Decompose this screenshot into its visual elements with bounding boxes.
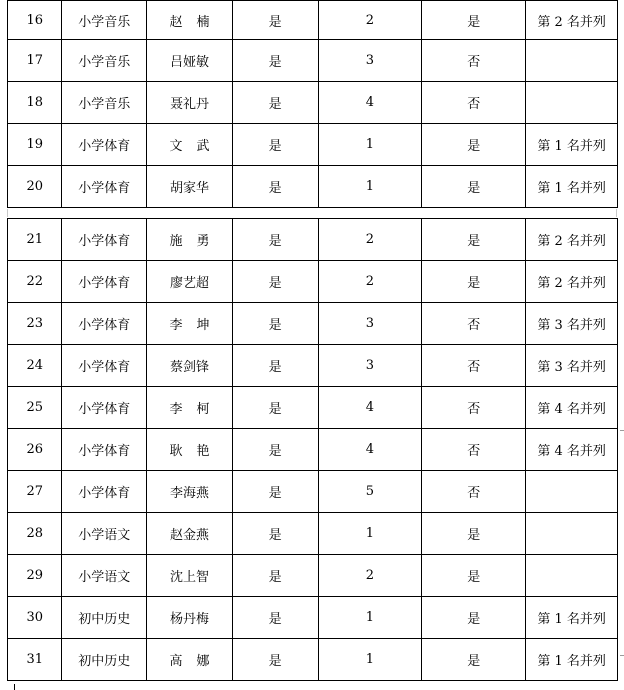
table-row [8,387,618,429]
row-number-cell: 19 [8,124,62,166]
eligible-cell: 是 [232,82,318,124]
subject-cell: 小学音乐 [62,82,147,124]
note-cell [526,40,618,82]
selected-cell: 否 [422,303,526,345]
rank-cell: 3 [318,303,422,345]
name-cell: 赵楠 [147,1,233,40]
note-cell: 第 1 名并列 [526,166,618,208]
selected-cell: 是 [422,555,526,597]
name-cell: 文武 [147,124,233,166]
table-row [8,82,618,124]
rank-cell: 2 [318,219,422,261]
selected-cell: 是 [422,597,526,639]
eligible-cell: 是 [232,261,318,303]
eligible-cell: 是 [232,219,318,261]
rank-cell: 3 [318,345,422,387]
row-number-cell: 30 [8,597,62,639]
name-cell: 沈上智 [147,555,233,597]
rank-cell: 4 [318,82,422,124]
row-number-cell: 27 [8,471,62,513]
table-row [8,555,618,597]
subject-cell: 初中历史 [62,639,147,681]
rank-cell: 5 [318,471,422,513]
eligible-cell: 是 [232,429,318,471]
row-number-cell: 22 [8,261,62,303]
subject-cell: 小学体育 [62,303,147,345]
note-cell: 第 4 名并列 [526,387,618,429]
note-cell [526,555,618,597]
selected-cell: 是 [422,261,526,303]
selected-cell: 否 [422,387,526,429]
rank-cell: 1 [318,639,422,681]
selected-cell: 是 [422,1,526,40]
table-row [8,303,618,345]
eligible-cell: 是 [232,124,318,166]
subject-cell: 小学音乐 [62,1,147,40]
name-cell: 高娜 [147,639,233,681]
selected-cell: 否 [422,345,526,387]
margin-mark [620,655,624,656]
name-cell: 聂礼丹 [147,82,233,124]
page-edge-mark [14,684,15,690]
margin-mark [620,430,624,431]
selected-cell: 否 [422,40,526,82]
eligible-cell: 是 [232,166,318,208]
table-row [8,345,618,387]
name-cell: 吕娅敏 [147,40,233,82]
rank-cell: 3 [318,40,422,82]
name-cell: 廖艺超 [147,261,233,303]
results-table-part-1 [7,0,618,208]
eligible-cell: 是 [232,40,318,82]
name-cell: 李柯 [147,387,233,429]
selected-cell: 是 [422,124,526,166]
eligible-cell: 是 [232,303,318,345]
page-break-gap [7,209,618,217]
rank-cell: 2 [318,555,422,597]
row-number-cell: 16 [8,1,62,40]
note-cell: 第 1 名并列 [526,124,618,166]
selected-cell: 是 [422,219,526,261]
table-row [8,166,618,208]
subject-cell: 小学体育 [62,124,147,166]
rank-cell: 4 [318,429,422,471]
eligible-cell: 是 [232,345,318,387]
eligible-cell: 是 [232,639,318,681]
note-cell: 第 4 名并列 [526,429,618,471]
name-cell: 胡家华 [147,166,233,208]
name-cell: 杨丹梅 [147,597,233,639]
row-number-cell: 24 [8,345,62,387]
name-cell: 李海燕 [147,471,233,513]
row-number-cell: 31 [8,639,62,681]
table-row [8,219,618,261]
rank-cell: 1 [318,166,422,208]
note-cell: 第 2 名并列 [526,219,618,261]
note-cell: 第 3 名并列 [526,303,618,345]
results-table-part-1-body [8,1,618,208]
selected-cell: 否 [422,82,526,124]
name-cell: 蔡剑锋 [147,345,233,387]
table-row [8,1,618,40]
row-number-cell: 21 [8,219,62,261]
subject-cell: 小学体育 [62,471,147,513]
eligible-cell: 是 [232,387,318,429]
table-row [8,513,618,555]
row-number-cell: 26 [8,429,62,471]
eligible-cell: 是 [232,555,318,597]
row-number-cell: 29 [8,555,62,597]
selected-cell: 否 [422,471,526,513]
row-number-cell: 17 [8,40,62,82]
note-cell [526,471,618,513]
table-row [8,429,618,471]
selected-cell: 是 [422,513,526,555]
subject-cell: 小学体育 [62,166,147,208]
name-cell: 耿艳 [147,429,233,471]
note-cell [526,82,618,124]
note-cell: 第 2 名并列 [526,261,618,303]
table-row [8,471,618,513]
rank-cell: 1 [318,597,422,639]
subject-cell: 小学体育 [62,219,147,261]
note-cell: 第 2 名并列 [526,1,618,40]
note-cell: 第 1 名并列 [526,639,618,681]
row-number-cell: 28 [8,513,62,555]
table-row [8,597,618,639]
selected-cell: 否 [422,429,526,471]
subject-cell: 小学音乐 [62,40,147,82]
rank-cell: 1 [318,513,422,555]
subject-cell: 小学语文 [62,513,147,555]
name-cell: 赵金燕 [147,513,233,555]
row-number-cell: 23 [8,303,62,345]
rank-cell: 2 [318,261,422,303]
note-cell: 第 1 名并列 [526,597,618,639]
row-number-cell: 25 [8,387,62,429]
rank-cell: 1 [318,124,422,166]
subject-cell: 小学体育 [62,345,147,387]
eligible-cell: 是 [232,1,318,40]
table-row [8,40,618,82]
table-row [8,261,618,303]
subject-cell: 小学体育 [62,261,147,303]
eligible-cell: 是 [232,513,318,555]
rank-cell: 2 [318,1,422,40]
subject-cell: 小学语文 [62,555,147,597]
eligible-cell: 是 [232,471,318,513]
table-row [8,124,618,166]
subject-cell: 小学体育 [62,387,147,429]
results-table-part-2 [7,218,618,681]
selected-cell: 是 [422,639,526,681]
note-cell: 第 3 名并列 [526,345,618,387]
note-cell [526,513,618,555]
selected-cell: 是 [422,166,526,208]
subject-cell: 小学体育 [62,429,147,471]
row-number-cell: 18 [8,82,62,124]
row-number-cell: 20 [8,166,62,208]
results-table-part-2-body [8,219,618,681]
subject-cell: 初中历史 [62,597,147,639]
rank-cell: 4 [318,387,422,429]
name-cell: 施勇 [147,219,233,261]
eligible-cell: 是 [232,597,318,639]
table-row [8,639,618,681]
name-cell: 李坤 [147,303,233,345]
